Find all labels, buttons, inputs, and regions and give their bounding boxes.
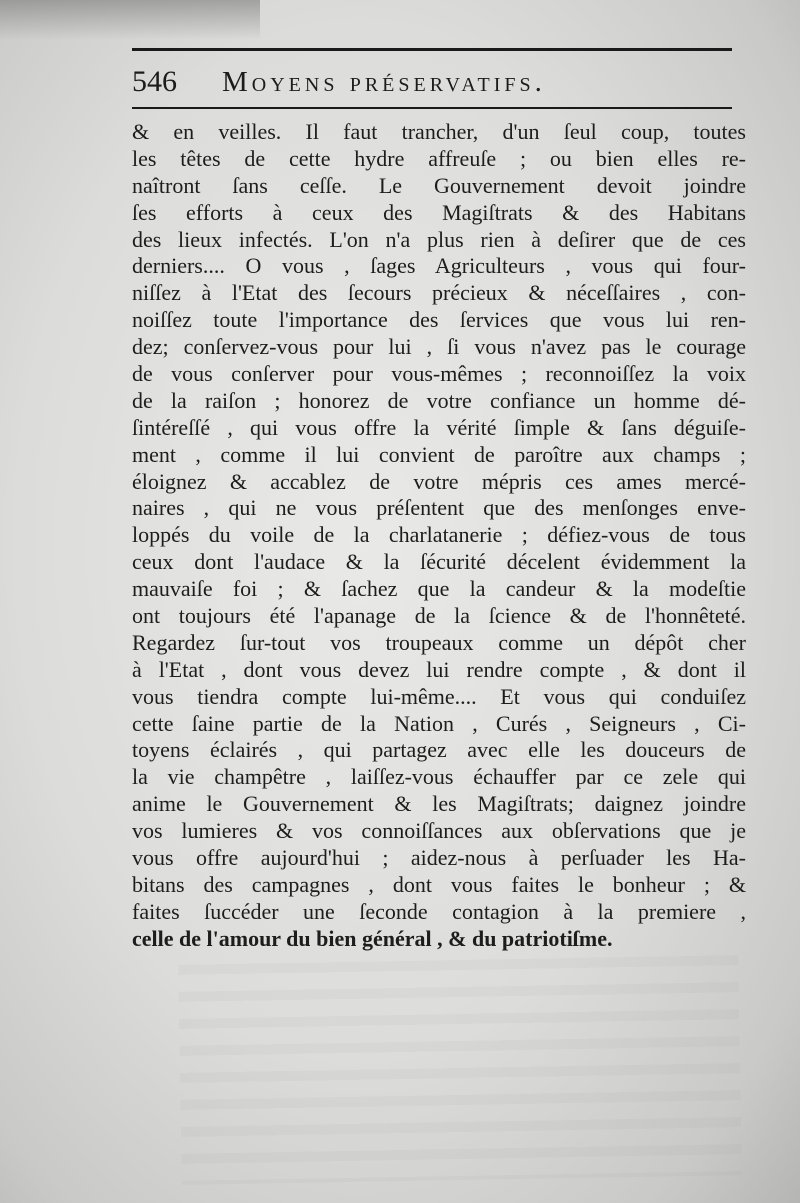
running-title: Moyens préservatifs. bbox=[222, 66, 546, 98]
running-head bbox=[132, 62, 732, 102]
text-line-final: celle de l'amour du bien général , & du patriotiſme. bbox=[132, 925, 613, 951]
text-line: noiſſez toute l'importance des ſervices que vous lui ren- bbox=[132, 307, 746, 333]
text-line: toyens éclairés , qui partagez avec elle les douceurs de bbox=[132, 737, 746, 763]
body-text bbox=[132, 118, 746, 952]
show-through-text bbox=[178, 955, 742, 1185]
text-line: éloignez & accablez de votre mépris ces ames mercé- bbox=[132, 468, 746, 494]
text-line: ment , comme il lui convient de paroître aux champs ; bbox=[132, 441, 746, 467]
text-line: naires , qui ne vous préſentent que des menſonges enve- bbox=[132, 495, 746, 521]
text-line: à l'Etat , dont vous devez lui rendre compte , & dont il bbox=[132, 656, 746, 682]
text-line: de la raiſon ; honorez de votre confiance un homme dé- bbox=[132, 387, 746, 413]
header-rule-bottom bbox=[132, 107, 732, 109]
text-line: & en veilles. Il faut trancher, d'un ſeul coup, toutes bbox=[132, 119, 746, 144]
text-line: vous offre aujourd'hui ; aidez-nous à perſuader les Ha- bbox=[132, 845, 746, 871]
text-line: bitans des campagnes , dont vous faites le bonheur ; & bbox=[132, 871, 746, 897]
text-line: vos lumieres & vos connoiſſances aux obſervations que je bbox=[132, 818, 746, 844]
page-number: 546 bbox=[132, 65, 177, 98]
text-line: les têtes de cette hydre affreuſe ; ou bien elles re- bbox=[132, 145, 746, 171]
text-line: dez; conſervez-vous pour lui , ſi vous n'avez pas le courage bbox=[132, 334, 746, 360]
text-line: ont toujours été l'apanage de la ſcience & de l'honnêteté. bbox=[132, 603, 746, 629]
text-line: derniers.... O vous , ſages Agriculteurs , vous qui four- bbox=[132, 253, 746, 279]
text-line: des lieux infectés. L'on n'a plus rien à deſirer que de ces bbox=[132, 226, 746, 252]
header-rule-top bbox=[132, 48, 732, 51]
text-line: mauvaiſe foi ; & ſachez que la candeur & la modeſtie bbox=[132, 576, 746, 602]
text-line: loppés du voile de la charlatanerie ; défiez-vous de tous bbox=[132, 522, 746, 548]
text-line: niſſez à l'Etat des ſecours précieux & néceſſaires , con- bbox=[132, 280, 746, 306]
text-line: ſintéreſſé , qui vous offre la vérité ſimple & ſans déguiſe- bbox=[132, 414, 746, 440]
text-line: cette ſaine partie de la Nation , Curés , Seigneurs , Ci- bbox=[132, 710, 746, 736]
text-line: ceux dont l'audace & la ſécurité décelent évidemment la bbox=[132, 549, 746, 575]
text-line: naîtront ſans ceſſe. Le Gouvernement devoit joindre bbox=[132, 172, 746, 198]
text-line: Regardez ſur-tout vos troupeaux comme un dépôt cher bbox=[132, 629, 746, 655]
text-line: faites ſuccéder une ſeconde contagion à la premiere , bbox=[132, 898, 746, 924]
text-line: vous tiendra compte lui-même.... Et vous qui conduiſez bbox=[132, 683, 746, 709]
text-line: de vous conſerver pour vous-mêmes ; reconnoiſſez la voix bbox=[132, 361, 746, 387]
text-line: ſes efforts à ceux des Magiſtrats & des Habitans bbox=[132, 199, 746, 225]
text-line: la vie champêtre , laiſſez-vous échauffer par ce zele qui bbox=[132, 764, 746, 790]
text-line: anime le Gouvernement & les Magiſtrats; daignez joindre bbox=[132, 791, 746, 817]
scan-shadow bbox=[0, 0, 260, 40]
